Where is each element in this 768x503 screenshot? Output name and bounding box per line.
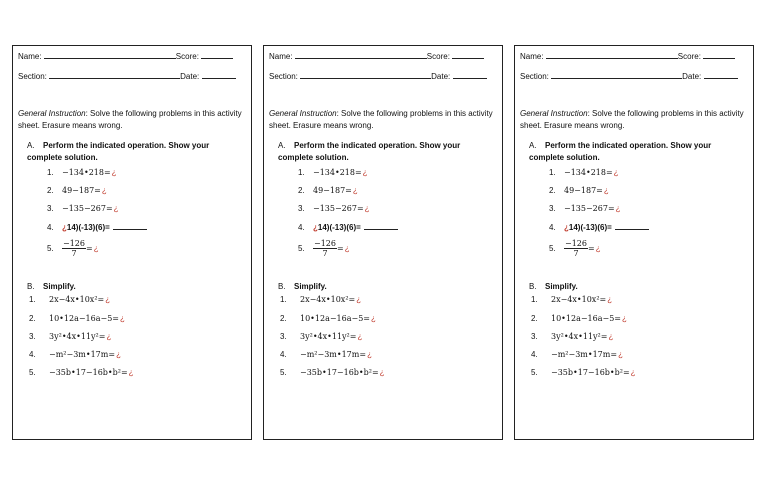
problem-a5 [298,239,350,258]
activity-sheet-1 [12,45,252,440]
section-b-letter: B. [27,282,35,291]
problem-a3 [549,204,621,213]
item-number: 1. [47,168,54,177]
render-error-mark: ¿ [352,186,358,195]
render-error-mark: ¿ [564,223,569,232]
render-error-mark: ¿ [356,295,362,304]
item-expression: 3y²•4x•11y²= [49,332,106,341]
render-error-mark: ¿ [595,244,601,253]
item-expression: 49−187= [313,186,352,195]
fraction-numerator: −126 [565,239,587,248]
item-expression: = [85,244,93,253]
render-error-mark: ¿ [603,186,609,195]
render-error-mark: ¿ [362,168,368,177]
section-label: Section: [520,72,549,81]
item-number: 3. [29,332,36,341]
item-expression: 2x−4x•10x²= [49,295,105,304]
instruction-lead: General Instruction [520,109,588,118]
name-blank [546,51,678,59]
item-expression: −135−267= [313,204,364,213]
score-blank [452,51,484,59]
item-number: 5. [47,243,54,253]
render-error-mark: ¿ [615,204,621,213]
render-error-mark: ¿ [364,204,370,213]
problem-a2 [298,186,358,195]
answer-blank [364,222,398,230]
name-label: Name: [520,52,544,61]
render-error-mark: ¿ [93,244,99,253]
render-error-mark: ¿ [116,350,121,359]
general-instruction [18,108,246,132]
section-b-letter: B. [278,282,286,291]
section-a-title: Perform the indicated operation. Show your complete solution. [27,141,210,162]
item-expression: −134•218= [313,168,362,177]
item-expression: −35b•17−16b•b²= [49,368,128,377]
problem-a4 [298,222,398,232]
section-a-letter: A. [529,141,537,150]
problem-b1 [531,295,612,304]
section-a-letter: A. [27,141,35,150]
item-number: 2. [531,314,538,323]
render-error-mark: ¿ [618,350,623,359]
render-error-mark: ¿ [371,314,376,323]
item-expression: −m²−3m•17m= [551,350,618,359]
problem-a1 [47,168,117,177]
section-b-heading [27,281,76,293]
item-number: 4. [549,223,556,232]
item-number: 5. [29,368,36,377]
activity-sheet-3 [514,45,754,440]
problem-b3 [280,332,362,341]
problem-b1 [29,295,110,304]
section-a-letter: A. [278,141,286,150]
item-number: 2. [29,314,36,323]
item-expression: = [587,244,595,253]
name-label: Name: [269,52,293,61]
date-blank [202,71,236,79]
item-number: 2. [298,186,305,195]
fraction-numerator: −126 [314,239,336,248]
instruction-text: : Solve the following problems in this activity sheet. Erasure means wrong. [520,109,744,130]
problem-a1 [298,168,368,177]
render-error-mark: ¿ [106,332,112,341]
section-blank [49,71,180,79]
section-b-heading [278,281,327,293]
item-number: 5. [280,368,287,377]
activity-sheet-2 [263,45,503,440]
date-label: Date: [180,72,200,81]
item-number: 3. [298,204,305,213]
item-expression: 3y²•4x•11y²= [300,332,357,341]
section-blank [551,71,682,79]
item-expression: −m²−3m•17m= [49,350,116,359]
item-expression: 14)(-13)(6)= [66,223,110,232]
render-error-mark: ¿ [379,368,385,377]
item-expression: 14)(-13)(6)= [317,223,361,232]
problem-b2 [29,314,125,323]
render-error-mark: ¿ [613,168,619,177]
score-blank [703,51,735,59]
item-number: 4. [531,350,538,359]
problem-b5 [280,368,385,377]
instruction-lead: General Instruction [18,109,86,118]
problem-b2 [280,314,376,323]
fraction [313,239,337,258]
item-number: 3. [47,204,54,213]
score-blank [201,51,233,59]
section-b-heading [529,281,578,293]
render-error-mark: ¿ [105,295,111,304]
name-blank [44,51,176,59]
instruction-text: : Solve the following problems in this activity sheet. Erasure means wrong. [269,109,493,130]
item-number: 2. [47,186,54,195]
item-expression: −35b•17−16b•b²= [551,368,630,377]
item-number: 3. [549,204,556,213]
date-blank [704,71,738,79]
item-number: 3. [531,332,538,341]
fraction-denominator: 7 [573,249,579,258]
problem-b4 [29,350,121,359]
item-number: 1. [298,168,305,177]
name-label: Name: [18,52,42,61]
problem-a5 [47,239,99,258]
problem-b4 [531,350,623,359]
render-error-mark: ¿ [344,244,350,253]
render-error-mark: ¿ [357,332,363,341]
item-number: 4. [298,223,305,232]
problem-b1 [280,295,361,304]
item-expression: 10•12a−16a−5= [300,314,370,323]
item-number: 4. [29,350,36,359]
date-blank [453,71,487,79]
section-a-heading [529,140,743,164]
problem-a2 [47,186,107,195]
section-blank [300,71,431,79]
problem-b5 [29,368,134,377]
section-a-title: Perform the indicated operation. Show your complete solution. [278,141,461,162]
problem-b4 [280,350,372,359]
section-b-letter: B. [529,282,537,291]
render-error-mark: ¿ [608,332,614,341]
date-label: Date: [431,72,451,81]
problem-a5 [549,239,601,258]
score-label: Score: [175,52,199,61]
fraction [62,239,86,258]
item-expression: 49−187= [62,186,101,195]
problem-a2 [549,186,609,195]
item-number: 1. [531,295,538,304]
name-blank [295,51,427,59]
section-b-title: Simplify. [294,282,327,291]
answer-blank [113,222,147,230]
item-expression: −35b•17−16b•b²= [300,368,379,377]
item-number: 5. [531,368,538,377]
answer-blank [615,222,649,230]
fraction-denominator: 7 [71,249,77,258]
general-instruction [269,108,497,132]
render-error-mark: ¿ [128,368,134,377]
section-a-heading [278,140,492,164]
item-expression: 10•12a−16a−5= [49,314,119,323]
item-expression: −m²−3m•17m= [300,350,367,359]
fraction-numerator: −126 [63,239,85,248]
item-expression: −135−267= [62,204,113,213]
fraction-denominator: 7 [322,249,328,258]
problem-a3 [298,204,370,213]
section-a-title: Perform the indicated operation. Show your complete solution. [529,141,712,162]
section-label: Section: [269,72,298,81]
item-number: 2. [549,186,556,195]
item-expression: −135−267= [564,204,615,213]
item-expression: 10•12a−16a−5= [551,314,621,323]
render-error-mark: ¿ [62,223,67,232]
section-b-title: Simplify. [545,282,578,291]
item-expression: 2x−4x•10x²= [551,295,607,304]
instruction-text: : Solve the following problems in this activity sheet. Erasure means wrong. [18,109,242,130]
item-expression: −134•218= [62,168,111,177]
render-error-mark: ¿ [630,368,636,377]
section-a-heading [27,140,241,164]
render-error-mark: ¿ [313,223,318,232]
problem-b3 [29,332,111,341]
problem-b3 [531,332,613,341]
render-error-mark: ¿ [607,295,613,304]
problem-b2 [531,314,627,323]
render-error-mark: ¿ [622,314,627,323]
score-label: Score: [677,52,701,61]
date-label: Date: [682,72,702,81]
render-error-mark: ¿ [101,186,107,195]
section-row [18,71,236,81]
item-number: 1. [280,295,287,304]
section-row [269,71,487,81]
problem-a1 [549,168,619,177]
render-error-mark: ¿ [120,314,125,323]
section-row [520,71,738,81]
item-number: 3. [280,332,287,341]
item-number: 4. [47,223,54,232]
general-instruction [520,108,748,132]
item-number: 1. [549,168,556,177]
item-expression: 3y²•4x•11y²= [551,332,608,341]
score-label: Score: [426,52,450,61]
render-error-mark: ¿ [367,350,372,359]
item-expression: 2x−4x•10x²= [300,295,356,304]
name-row [18,51,233,61]
item-number: 4. [280,350,287,359]
item-expression: 49−187= [564,186,603,195]
item-expression: 14)(-13)(6)= [568,223,612,232]
item-expression: −134•218= [564,168,613,177]
item-number: 5. [549,243,556,253]
item-number: 5. [298,243,305,253]
problem-b5 [531,368,636,377]
name-row [269,51,484,61]
item-expression: = [336,244,344,253]
problem-a4 [549,222,649,232]
fraction [564,239,588,258]
section-label: Section: [18,72,47,81]
render-error-mark: ¿ [113,204,119,213]
item-number: 1. [29,295,36,304]
problem-a4 [47,222,147,232]
item-number: 2. [280,314,287,323]
instruction-lead: General Instruction [269,109,337,118]
problem-a3 [47,204,119,213]
section-b-title: Simplify. [43,282,76,291]
render-error-mark: ¿ [111,168,117,177]
name-row [520,51,735,61]
